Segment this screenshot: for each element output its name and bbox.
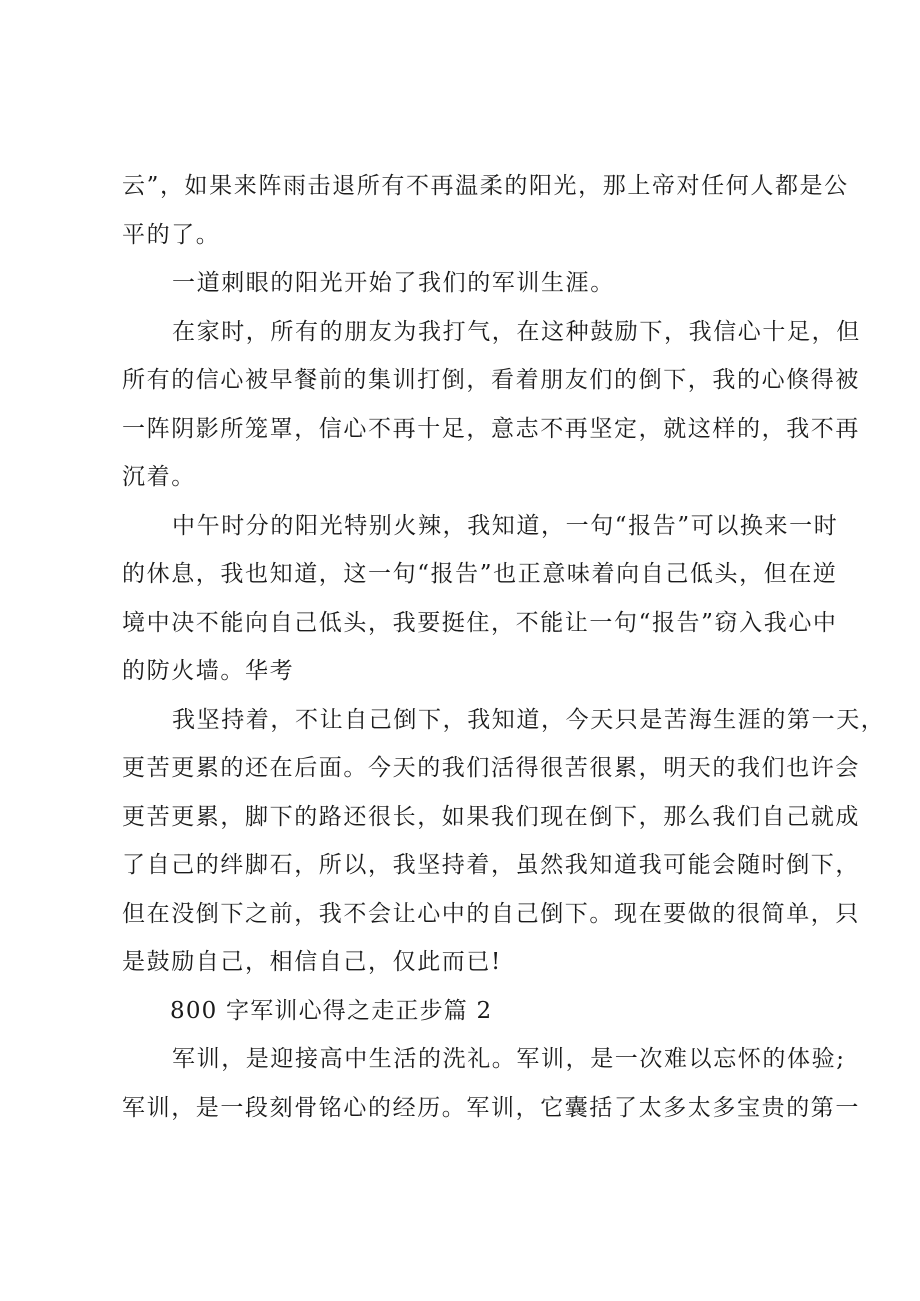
text-line: 一阵阴影所笼罩，信心不再十足，意志不再坚定，就这样的，我不再 <box>122 415 860 442</box>
paragraph-4 <box>122 502 839 696</box>
text-line: 更苦更累的还在后面。今天的我们活得很苦很累，明天的我们也许会 <box>122 755 860 781</box>
document-body <box>122 162 886 1132</box>
text-line: 了自己的绊脚石，所以，我坚持着，虽然我知道我可能会随时倒下， <box>122 852 860 878</box>
text-line: 军训，是一段刻骨铭心的经历。军训，它囊括了太多太多宝贵的第一 <box>122 1094 860 1121</box>
paragraph-3 <box>122 308 861 502</box>
paragraph-2 <box>122 259 822 308</box>
text-line: 云”，如果来阵雨击退所有不再温柔的阳光，那上帝对任何人都是公 <box>122 173 849 199</box>
text-line: 更苦更累，脚下的路还很长，如果我们现在倒下，那么我们自己就成 <box>122 803 860 830</box>
text-line: 军训，是迎接高中生活的洗礼。军训，是一次难以忘怀的体验; <box>172 1046 846 1072</box>
paragraph-5 <box>122 696 886 987</box>
text-line: 中午时分的阳光特别火辣，我知道，一句“报告”可以换来一时 <box>172 512 839 539</box>
text-line: 在家时，所有的朋友为我打气，在这种鼓励下，我信心十足，但 <box>172 318 861 345</box>
section-heading: 800 字军训心得之走正步篇 2 <box>170 997 493 1024</box>
text-line: 我坚持着，不让自己倒下，我知道，今天只是苦海生涯的第一天， <box>172 706 886 733</box>
text-line: 是鼓励自己，相信自己，仅此而已! <box>122 949 502 975</box>
text-line: 沉着。 <box>122 464 196 490</box>
text-line: 的防火墙。华考 <box>122 658 295 684</box>
text-line: 境中决不能向自己低头，我要挺住，不能让一句“报告”窃入我心中 <box>122 609 838 636</box>
paragraph-6 <box>122 1035 860 1132</box>
text-line: 平的了。 <box>122 221 221 248</box>
text-line: 所有的信心被早餐前的集训打倒，看着朋友们的倒下，我的心倏得被 <box>122 367 860 393</box>
text-line: 的休息，我也知道，这一句“报告”也正意味着向自己低头，但在逆 <box>122 561 838 587</box>
text-line: 一道刺眼的阳光开始了我们的军训生涯。 <box>172 270 615 296</box>
paragraph-1 <box>122 162 849 259</box>
text-line: 但在没倒下之前，我不会让心中的自己倒下。现在要做的很简单，只 <box>122 900 860 927</box>
